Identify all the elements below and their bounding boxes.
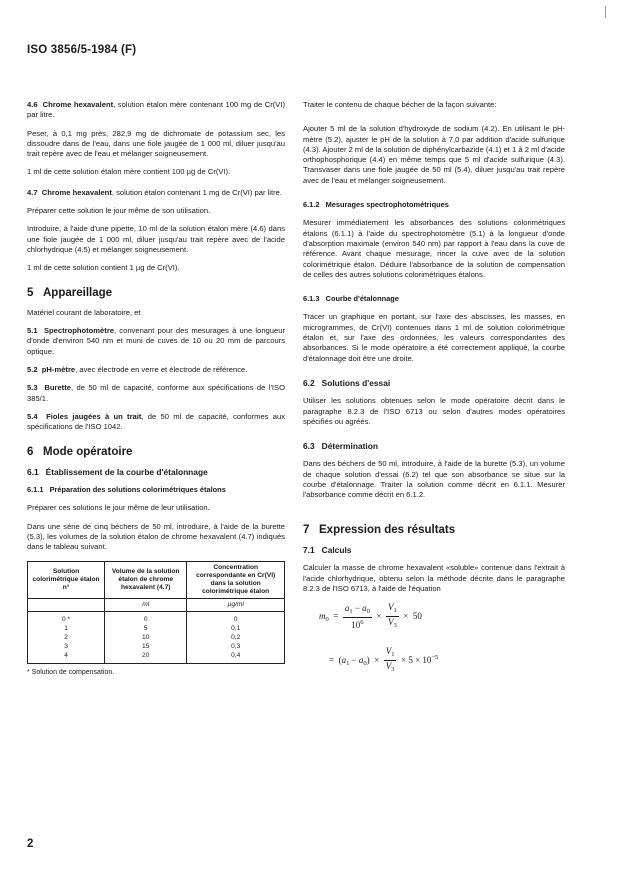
table-row [28, 611, 285, 624]
eq-fraction-absorbance: $\frac{a_1 - a_0}{10^6}$ [344, 603, 370, 631]
table-footnote: * Solution de compensation. [27, 668, 115, 676]
clause-5-3 [27, 383, 285, 404]
eq-paren: ( [338, 654, 342, 665]
table-cell: 1 [28, 624, 105, 633]
clause-title: Chrome hexavalent [42, 100, 114, 109]
clause-text: , convenant pour des mesurages à une longueur d'onde d'environ 540 nm et muni de cuves de 10 ou 20 mm de parcours optique. [27, 326, 285, 356]
standards-table [27, 561, 285, 664]
clause-5-1 [27, 326, 285, 357]
subsection-heading-7-1 [303, 545, 565, 555]
clause-text: , solution étalon mère contenant 100 mg de Cr(VI) par litre. [27, 100, 285, 120]
clause-4-7 [27, 188, 285, 198]
paragraph: Peser, à 0,1 mg près, 282,9 mg de dichromate de potassium sec, les dissoudre dans de l'eau, dans une fiole jaugée de 1 000 ml, diluer jusqu'au trait repère avec de l'eau et mélanger soigneusement. [27, 128, 285, 159]
eq-times: × [376, 610, 382, 621]
subsection-title: Détermination [321, 441, 378, 452]
subsection-title: Courbe d'étalonnage [325, 294, 399, 304]
clause-number: 5.3 [27, 383, 38, 393]
table-cell: 0 [105, 611, 187, 624]
table-cell: 20 [105, 651, 187, 664]
clause-number: 5.4 [27, 411, 38, 421]
section-number: 6 [27, 445, 34, 458]
subsection-number: 6.1.1 [27, 485, 44, 495]
clause-title: pH-mètre [41, 365, 76, 375]
clause-number: 5.2 [27, 365, 38, 375]
paragraph: Tracer un graphique en portant, sur l'axe des abscisses, les masses, en microgrammes, de Cr(VI) contenues dans 1 ml de solution colorimétrique étalon et, sur l'axe des ordonnées, les valeurs correspondantes des absorbances. Si le mode opératoire a été correctement appliqué, la courbe d'étalonnage doit être une droite. [303, 312, 565, 363]
subsection-number: 6.1.3 [303, 294, 320, 304]
table-cell: 4 [28, 651, 105, 664]
subsection-title: Solutions d'essai [321, 377, 391, 388]
clause-4-6 [27, 100, 285, 121]
subsection-number: 6.1 [27, 466, 39, 477]
table-header-row [28, 561, 285, 598]
eq-fraction-volume: $\frac{V_1}{V_3}$ [387, 602, 397, 630]
clause-number: 4.6 [27, 100, 38, 109]
section-heading-7 [303, 525, 565, 535]
eq-fraction-volume: $\frac{V_1}{V_3}$ [385, 646, 395, 674]
paragraph: Utiliser les solutions obtenues selon le mode opératoire décrit dans le paragraphe 8.2.3 de l'ISO 6713 ou selon d'autres modes opératoires spécifiés ou agréés. [303, 396, 565, 426]
table-cell: 2 [28, 633, 105, 642]
subsection-number: 6.1.2 [303, 200, 320, 210]
left-column [27, 100, 285, 678]
paragraph: Ajouter 5 ml de la solution d'hydroxyde de sodium (4.2). En utilisant le pH-mètre (5.2), ajuster le pH de la solution à 7,0 par addition d'acide sulfurique (4.3). Ajouter 2 ml de la solution de diphénylcarbazide (4.1) et 1 à 2 ml d'acide orthophosphorique (4.4) en même temps que 5 ml d'acide sulfurique (4.3). Transvaser dans une fiole jaugée de 50 ml (5.4), diluer jusqu'au trait repère avec de l'eau et mélanger soigneusement. [303, 124, 565, 185]
paragraph: Mesurer immédiatement les absorbances des solutions colorimétriques étalons (6.1.1) à l'aide du spectrophotomètre (5.1) à la longueur d'onde d'absorption maximale (environ 540 nm) par rapport à l'eau dans la cuve de référence. Avant chaque mesurage, rincer la cuve avec de la solution colorimétrique étalon. Déduire l'absorbance de la solution de compensation de celles des autres solutions colorimétriques étalons. [303, 218, 565, 279]
subsection-heading-6-3 [303, 441, 565, 451]
table-unit-row [28, 598, 285, 611]
clause-number: 4.7 [27, 187, 38, 197]
subsection-title: Établissement de la courbe d'étalonnage [45, 466, 208, 477]
subsection-heading-6-1-1 [27, 485, 285, 495]
subsection-heading-6-1 [27, 467, 285, 477]
subsection-heading-6-1-3 [303, 294, 565, 304]
paragraph: Dans une série de cinq béchers de 50 ml, introduire, à l'aide de la burette (5.3), les volumes de la solution étalon de chrome hexavalent (4.7) indiqués dans le tableau suivant. [27, 521, 285, 552]
eq-paren: ) [366, 654, 370, 665]
table-header: Solution colorimétrique étalon n° [28, 561, 105, 598]
table-cell: 0,2 [187, 633, 285, 642]
clause-number: 5.1 [27, 326, 38, 336]
subsection-number: 6.2 [303, 377, 315, 388]
subsection-title: Mesurages spectrophotométriques [325, 200, 449, 210]
subsection-title: Calculs [321, 544, 352, 555]
clause-5-2 [27, 365, 285, 375]
section-heading-5 [27, 288, 285, 298]
section-number: 7 [303, 523, 310, 536]
right-column [303, 100, 565, 686]
table-unit: µg/ml [187, 598, 285, 611]
eq-times: × [403, 610, 409, 621]
section-number: 5 [27, 286, 34, 299]
paragraph: Traiter le contenu de chaque bécher de la façon suivante: [303, 100, 497, 109]
eq-power: 10 [422, 654, 432, 665]
clause-title: Chrome hexavalent [41, 187, 112, 197]
table-cell: 10 [105, 633, 187, 642]
section-title: Expression des résultats [319, 523, 456, 536]
clause-title: Burette [44, 383, 71, 393]
clause-title: Spectrophotomètre [43, 326, 114, 336]
eq-constant: 50 [412, 610, 422, 621]
paragraph: 1 ml de cette solution étalon mère contient 100 µg de Cr(VI). [27, 167, 231, 177]
table-cell: 5 [105, 624, 187, 633]
eq-equals: = [333, 610, 339, 621]
eq-mass: $m_0$ [319, 610, 329, 623]
subsection-number: 6.3 [303, 441, 315, 452]
table-row [28, 642, 285, 651]
table-cell: 0 * [28, 611, 105, 624]
table-header: Volume de la solution étalon de chrome hexavalent (4.7) [105, 561, 187, 598]
paragraph: 1 ml de cette solution contient 1 µg de Cr(VI). [27, 263, 180, 273]
table-cell: 0,1 [187, 624, 285, 633]
eq-equals: = [329, 654, 335, 665]
eq-constant: 5 [408, 654, 413, 665]
paragraph: Dans des béchers de 50 ml, introduire, à l'aide de la burette (5.3), un volume de chaque solution d'essai (6.2) tel que son absorbance se situe sur la courbe d'étalonnage. Traiter la solution comme décrit en 6.1.1. Mesurer l'absorbance comme décrit en 6.1.2. [303, 459, 565, 500]
scan-mark [605, 6, 606, 18]
clause-text: , de 50 ml de capacité, conforme aux spécifications de l'ISO 385/1. [27, 383, 285, 403]
table-row [28, 633, 285, 642]
table-cell: 0,4 [187, 651, 285, 664]
table-cell: 0,3 [187, 642, 285, 651]
section-title: Appareillage [43, 286, 113, 299]
paragraph: Préparer cette solution le jour même de son utilisation. [27, 206, 211, 216]
subsection-heading-6-1-2 [303, 200, 565, 210]
table-unit: ml [105, 598, 187, 611]
subsection-number: 7.1 [303, 544, 315, 555]
subsection-heading-6-2 [303, 378, 565, 388]
table-row [28, 624, 285, 633]
paragraph: Introduire, à l'aide d'une pipette, 10 ml de la solution étalon mère (4.6) dans une fiole jaugée de 1 000 ml, diluer jusqu'au trait repère avec de l'acide chlorhydrique (4.5) et mélanger soigneusement. [27, 224, 285, 254]
table-unit [28, 598, 105, 611]
document-header: ISO 3856/5-1984 (F) [27, 44, 137, 56]
clause-text: , solution étalon contenant 1 mg de Cr(VI) par litre. [111, 187, 282, 197]
subsection-title: Préparation des solutions colorimétriques étalons [49, 485, 226, 495]
clause-title: Fioles jaugées à un trait [46, 411, 142, 421]
section-title: Mode opératoire [43, 445, 133, 458]
equation-line-1 [319, 602, 565, 642]
paragraph: Matériel courant de laboratoire, et [27, 307, 141, 317]
paragraph: Préparer ces solutions le jour même de leur utilisation. [27, 503, 210, 513]
table-cell: 15 [105, 642, 187, 651]
table-cell: 3 [28, 642, 105, 651]
table-cell: 0 [187, 611, 285, 624]
page-number: 2 [27, 838, 34, 850]
clause-text: , de 50 ml de capacité, conformes aux spécifications de l'ISO 1042. [27, 411, 285, 432]
clause-5-4 [27, 412, 285, 433]
equation-line-2: = $(a_1 - a_0)$ × $\frac{V_1}{V_3}$ × $5 \times 10^{-5}$ [329, 646, 565, 686]
paragraph: Calculer la masse de chrome hexavalent «soluble» contenue dans l'extrait à l'acide chlorhydrique, obtenu selon la méthode décrite dans le paragraphe 8.2.3 de l'ISO 6713, à l'aide de l'équation [303, 563, 565, 593]
table-header: Concentration correspondante en Cr(VI) dans la solution colorimétrique étalon [187, 561, 285, 598]
section-heading-6 [27, 447, 285, 457]
table-row [28, 651, 285, 664]
clause-text: , avec électrode en verre et électrode de référence. [75, 365, 248, 375]
